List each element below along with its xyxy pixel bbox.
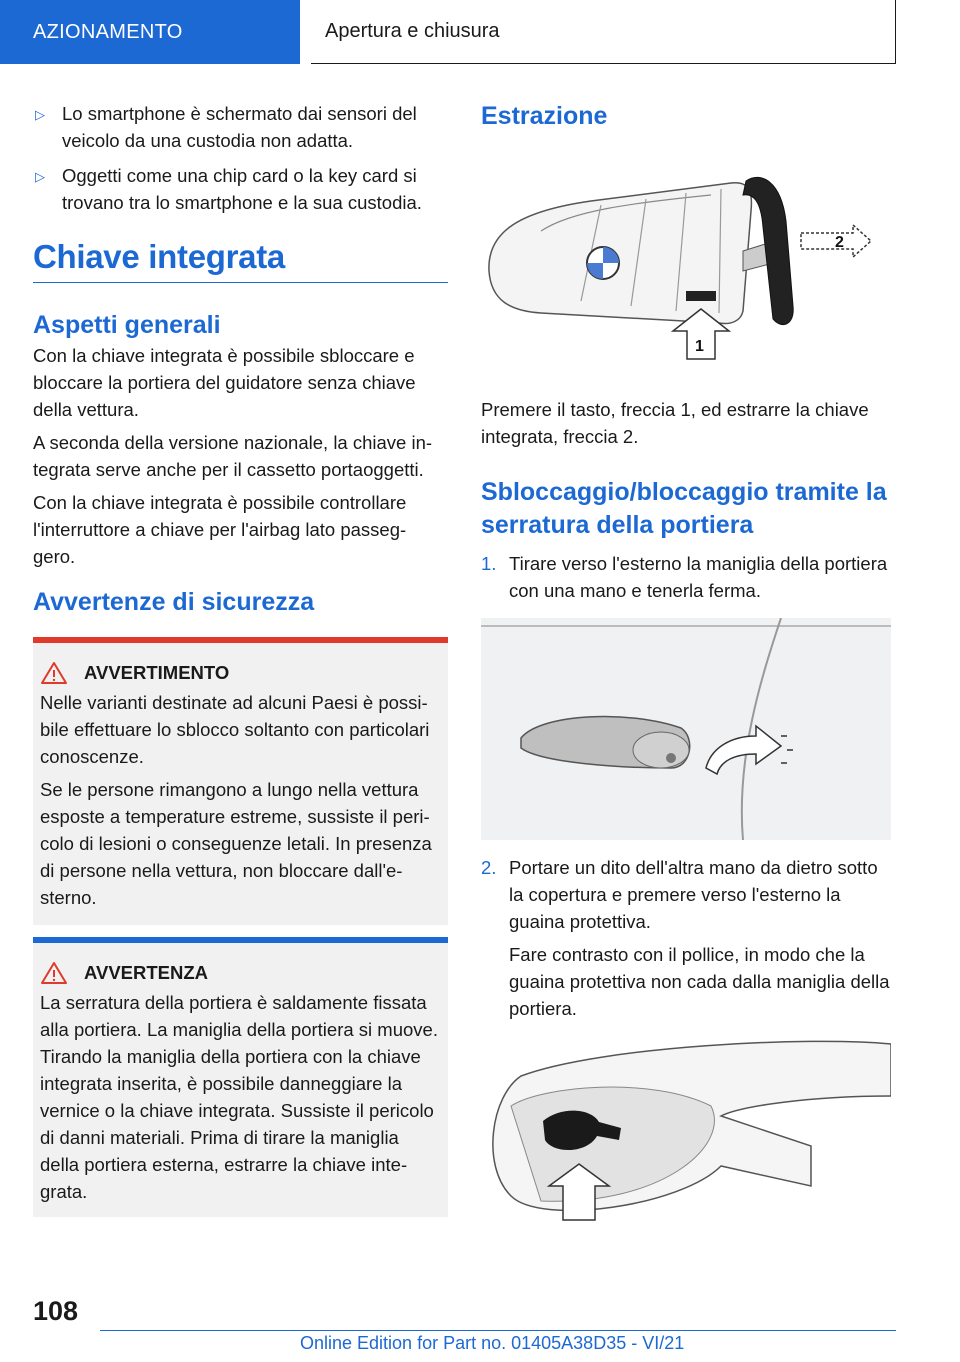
warning-text: Nelle varianti destinate ad alcuni Paesi è possi-bile effettuare lo sblocco soltanto con particolari conoscenze. xyxy=(40,692,430,767)
step-number: 2. xyxy=(481,857,497,878)
triangle-bullet-icon: ▷ xyxy=(35,107,45,122)
paragraph: Con la chiave integrata è possibile controllare l'interruttore a chiave per l'airbag lato passeg-gero. xyxy=(33,492,407,567)
left-column xyxy=(33,100,448,1217)
figure-label-2: 2 xyxy=(835,234,844,251)
step-text: Tirare verso l'esterno la maniglia della portiera con una mano e tenerla ferma. xyxy=(509,553,888,601)
footer-edition: Online Edition for Part no. 01405A38D35 - VI/21 xyxy=(300,1333,685,1353)
caution-text: La serratura della portiera è saldamente fissata alla portiera. La maniglia della portiera si muove. Tirando la maniglia della portiera con la chiave integrata inserita, è possibile danneggiare la vernice o la chiave integrata. Sussiste il pericolo di danni materiali. Prima di tirare la maniglia della portiera esterna, estrarre la chiave inte-grata. xyxy=(40,992,438,1202)
triangle-bullet-icon: ▷ xyxy=(35,169,45,184)
caution-label: AVVERTENZA xyxy=(84,962,209,983)
list-item xyxy=(481,550,896,604)
chapter-header xyxy=(311,0,896,64)
warning-label: AVVERTIMENTO xyxy=(84,662,230,683)
paragraph: A seconda della versione nazionale, la chiave in-tegrata serve anche per il cassetto portaoggetti. xyxy=(33,432,433,480)
caution-triangle-icon xyxy=(40,961,84,985)
bullet-list xyxy=(33,100,448,216)
warning-triangle-icon xyxy=(40,661,84,685)
section-title-safety: Avvertenze di sicurezza xyxy=(33,588,315,616)
page-number: 108 xyxy=(33,1296,79,1326)
key-extraction-figure xyxy=(481,141,896,366)
step-list xyxy=(481,550,896,604)
caution-box xyxy=(33,937,448,1217)
protective-sleeve-figure xyxy=(481,1036,891,1226)
right-column xyxy=(481,100,896,1226)
bullet-text: Oggetti come una chip card o la key card si trovano tra lo smartphone e la sua custodia. xyxy=(62,165,422,213)
section-label: AZIONAMENTO xyxy=(33,20,183,43)
list-item xyxy=(481,854,896,1022)
section-tab xyxy=(0,0,300,64)
warning-text: Se le persone rimangono a lungo nella vettura esposte a temperature estreme, sussiste il peri-colo di lesioni o conseguenze letali. In presenza di persone nella vettura, non bloccare dall'e-sterno. xyxy=(40,779,432,908)
caution-header xyxy=(40,961,440,985)
step-number: 1. xyxy=(481,553,497,574)
step-text: Portare un dito dell'altra mano da dietro sotto la copertura e premere verso l'esterno la guaina protettiva. xyxy=(509,857,878,932)
door-handle-figure xyxy=(481,618,891,840)
step-list-continued xyxy=(481,854,896,1022)
warning-box xyxy=(33,637,448,925)
footer-rule xyxy=(100,1330,896,1331)
paragraph: Con la chiave integrata è possibile sbloccare e bloccare la portiera del guidatore senza chiave della vettura. xyxy=(33,345,416,420)
warning-header xyxy=(40,661,440,685)
list-item xyxy=(33,162,448,216)
figure-label-1: 1 xyxy=(695,338,704,355)
step-text: Fare contrasto con il pollice, in modo che la guaina protettiva non cada dalla maniglia della portiera. xyxy=(509,944,890,1019)
section-title-unlock: Sbloccaggio/bloccaggio tramite la serratura della portiera xyxy=(481,478,887,539)
chapter-label: Apertura e chiusura xyxy=(325,20,500,42)
section-title-general: Aspetti generali xyxy=(33,311,221,339)
section-title-extraction: Estrazione xyxy=(481,102,608,130)
extraction-text: Premere il tasto, freccia 1, ed estrarre la chiave integrata, freccia 2. xyxy=(481,399,869,447)
list-item xyxy=(33,100,448,154)
bullet-text: Lo smartphone è schermato dai sensori del veicolo da una custodia non adatta. xyxy=(62,103,417,151)
chapter-title: Chiave integrata xyxy=(33,238,448,283)
